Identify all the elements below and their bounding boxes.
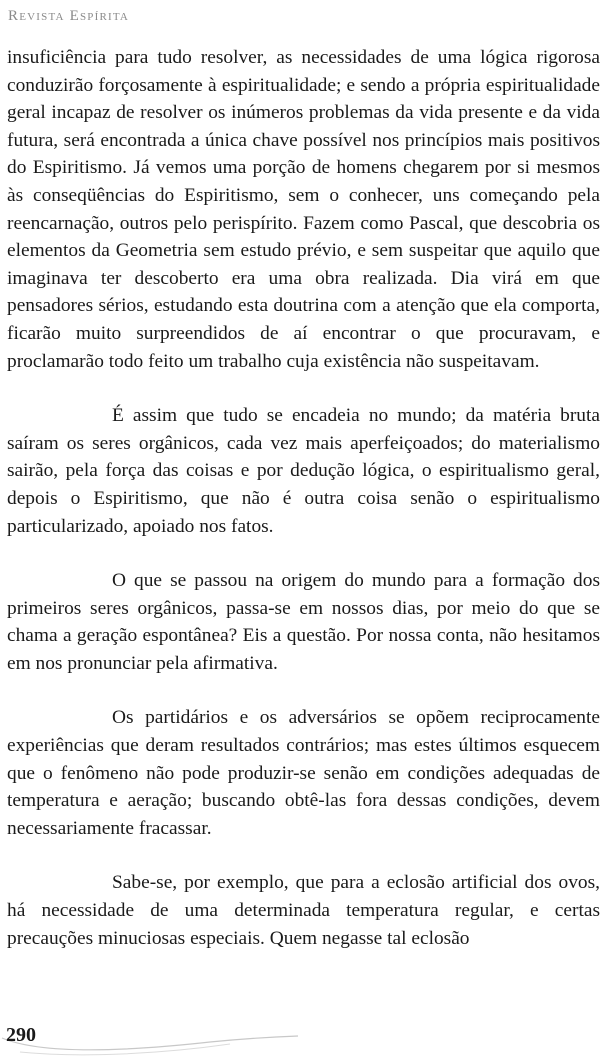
- paragraph-5: Sabe-se, por exemplo, que para a eclosão artificial dos ovos, há necessidade de uma determinada temperatura regular, e certas precauções minuciosas especiais. Quem negasse tal eclosão: [7, 872, 600, 949]
- footer-swoosh-ornament: [0, 1018, 300, 1058]
- paragraph-3: O que se passou na origem do mundo para a formação dos primeiros seres orgânicos, passa-se em nossos dias, por meio do que se chama a geração espontânea? Eis a questão. Por nossa conta, não hesitamos em nos pronunciar pela afirmativa.: [7, 570, 600, 674]
- paragraph-2: É assim que tudo se encadeia no mundo; da matéria bruta saíram os seres orgânicos, cada vez mais aperfeiçoados; do materialismo sairão, pela força das coisas e por dedução lógica, o espiritualismo geral, depois o Espiritismo, que não é outra coisa senão o espiritualismo particularizado, apoiado nos fatos.: [7, 405, 600, 537]
- paragraph-1: insuficiência para tudo resolver, as necessidades de uma lógica rigorosa conduzirão forçosamente à espiritualidade; e sendo a própria espiritualidade geral incapaz de resolver os inúmeros problemas da vida presente e da vida futura, será encontrada a única chave possível nos princípios mais positivos do Espiritismo. Já vemos uma porção de homens chegarem por si mesmos às conseqüências do Espiritismo, sem o conhecer, uns começando pela reencarnação, outros pelo perispírito. Fazem como Pascal, que descobria os elementos da Geometria sem estudo prévio, e sem suspeitar que aquilo que imaginava ter descoberto era uma obra realizada. Dia virá em que pensadores sérios, estudando esta doutrina com a atenção que ela comporta, ficarão muito surpreendidos de aí encontrar o que procuravam, e proclamarão todo feito um trabalho cuja existência não suspeitavam.: [7, 47, 600, 372]
- paragraph-4: Os partidários e os adversários se opõem reciprocamente experiências que deram resultados contrários; mas estes últimos esquecem que o fenômeno não pode produzir-se senão em condições adequadas de temperatura e aeração; buscando obtê-las fora dessas condições, devem necessariamente fracassar.: [7, 707, 600, 839]
- page-number: 290: [6, 1024, 36, 1046]
- running-header: Revista Espírita: [8, 8, 130, 24]
- page-body: [7, 44, 600, 952]
